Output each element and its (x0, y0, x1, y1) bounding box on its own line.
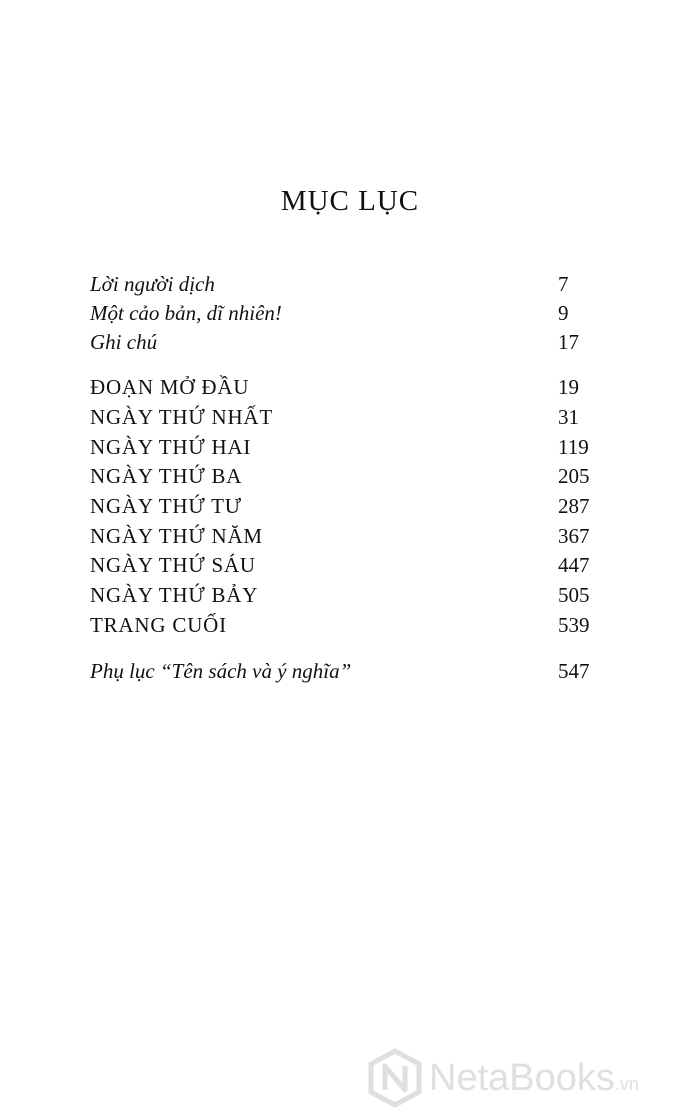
watermark-brand (429, 1056, 639, 1106)
toc-entry-label: NGÀY THỨ NĂM (90, 524, 263, 548)
toc-entry (90, 432, 600, 462)
toc-entry (90, 550, 600, 580)
toc-entry (90, 402, 600, 432)
toc-entry-page: 119 (558, 435, 589, 459)
toc-entry (90, 580, 600, 610)
toc-entry-page: 31 (558, 405, 579, 429)
toc-entry-page: 9 (558, 301, 569, 325)
toc-entry-label: ĐOẠN MỞ ĐẦU (90, 375, 250, 399)
toc-entry-label: Phụ lục “Tên sách và ý nghĩa” (90, 659, 352, 683)
toc-entry-page: 367 (558, 524, 590, 548)
watermark-brand-suffix: .vn (614, 1074, 639, 1094)
toc-entry (90, 656, 600, 686)
watermark-brand-name: NetaBooks (429, 1057, 615, 1099)
toc-entry-label: NGÀY THỨ TƯ (90, 494, 242, 518)
toc-entry-label: NGÀY THỨ HAI (90, 435, 252, 459)
toc-entry-page: 547 (558, 659, 590, 683)
hexagon-n-logo-icon (365, 1048, 425, 1108)
toc-entry-page: 7 (558, 272, 569, 296)
toc-entry (90, 327, 600, 357)
toc-entry-page: 19 (558, 375, 579, 399)
toc-entry (90, 372, 600, 402)
toc-entry (90, 491, 600, 521)
watermark (365, 1048, 685, 1108)
toc-entry-label: Một cảo bản, dĩ nhiên! (90, 301, 282, 325)
toc-entry-page: 505 (558, 583, 590, 607)
toc-entry-label: NGÀY THỨ SÁU (90, 553, 256, 577)
toc-entry (90, 298, 600, 328)
toc-entry-label: NGÀY THỨ BA (90, 464, 243, 488)
toc-entry-page: 287 (558, 494, 590, 518)
toc-entry-page: 17 (558, 330, 579, 354)
page-title: MỤC LỤC (280, 185, 420, 217)
toc-entry (90, 461, 600, 491)
toc-entry-label: TRANG CUỐI (90, 613, 227, 637)
toc-entry-page: 205 (558, 464, 590, 488)
toc-entry (90, 269, 600, 299)
toc-entry-label: Lời người dịch (90, 272, 215, 296)
toc-entry-page: 539 (558, 613, 590, 637)
toc-entry-label: NGÀY THỨ BẢY (90, 583, 259, 607)
toc-entry (90, 610, 600, 640)
toc-entry-page: 447 (558, 553, 590, 577)
toc-entry-label: Ghi chú (90, 330, 158, 354)
toc-entry-label: NGÀY THỨ NHẤT (90, 405, 274, 429)
toc-entry (90, 521, 600, 551)
